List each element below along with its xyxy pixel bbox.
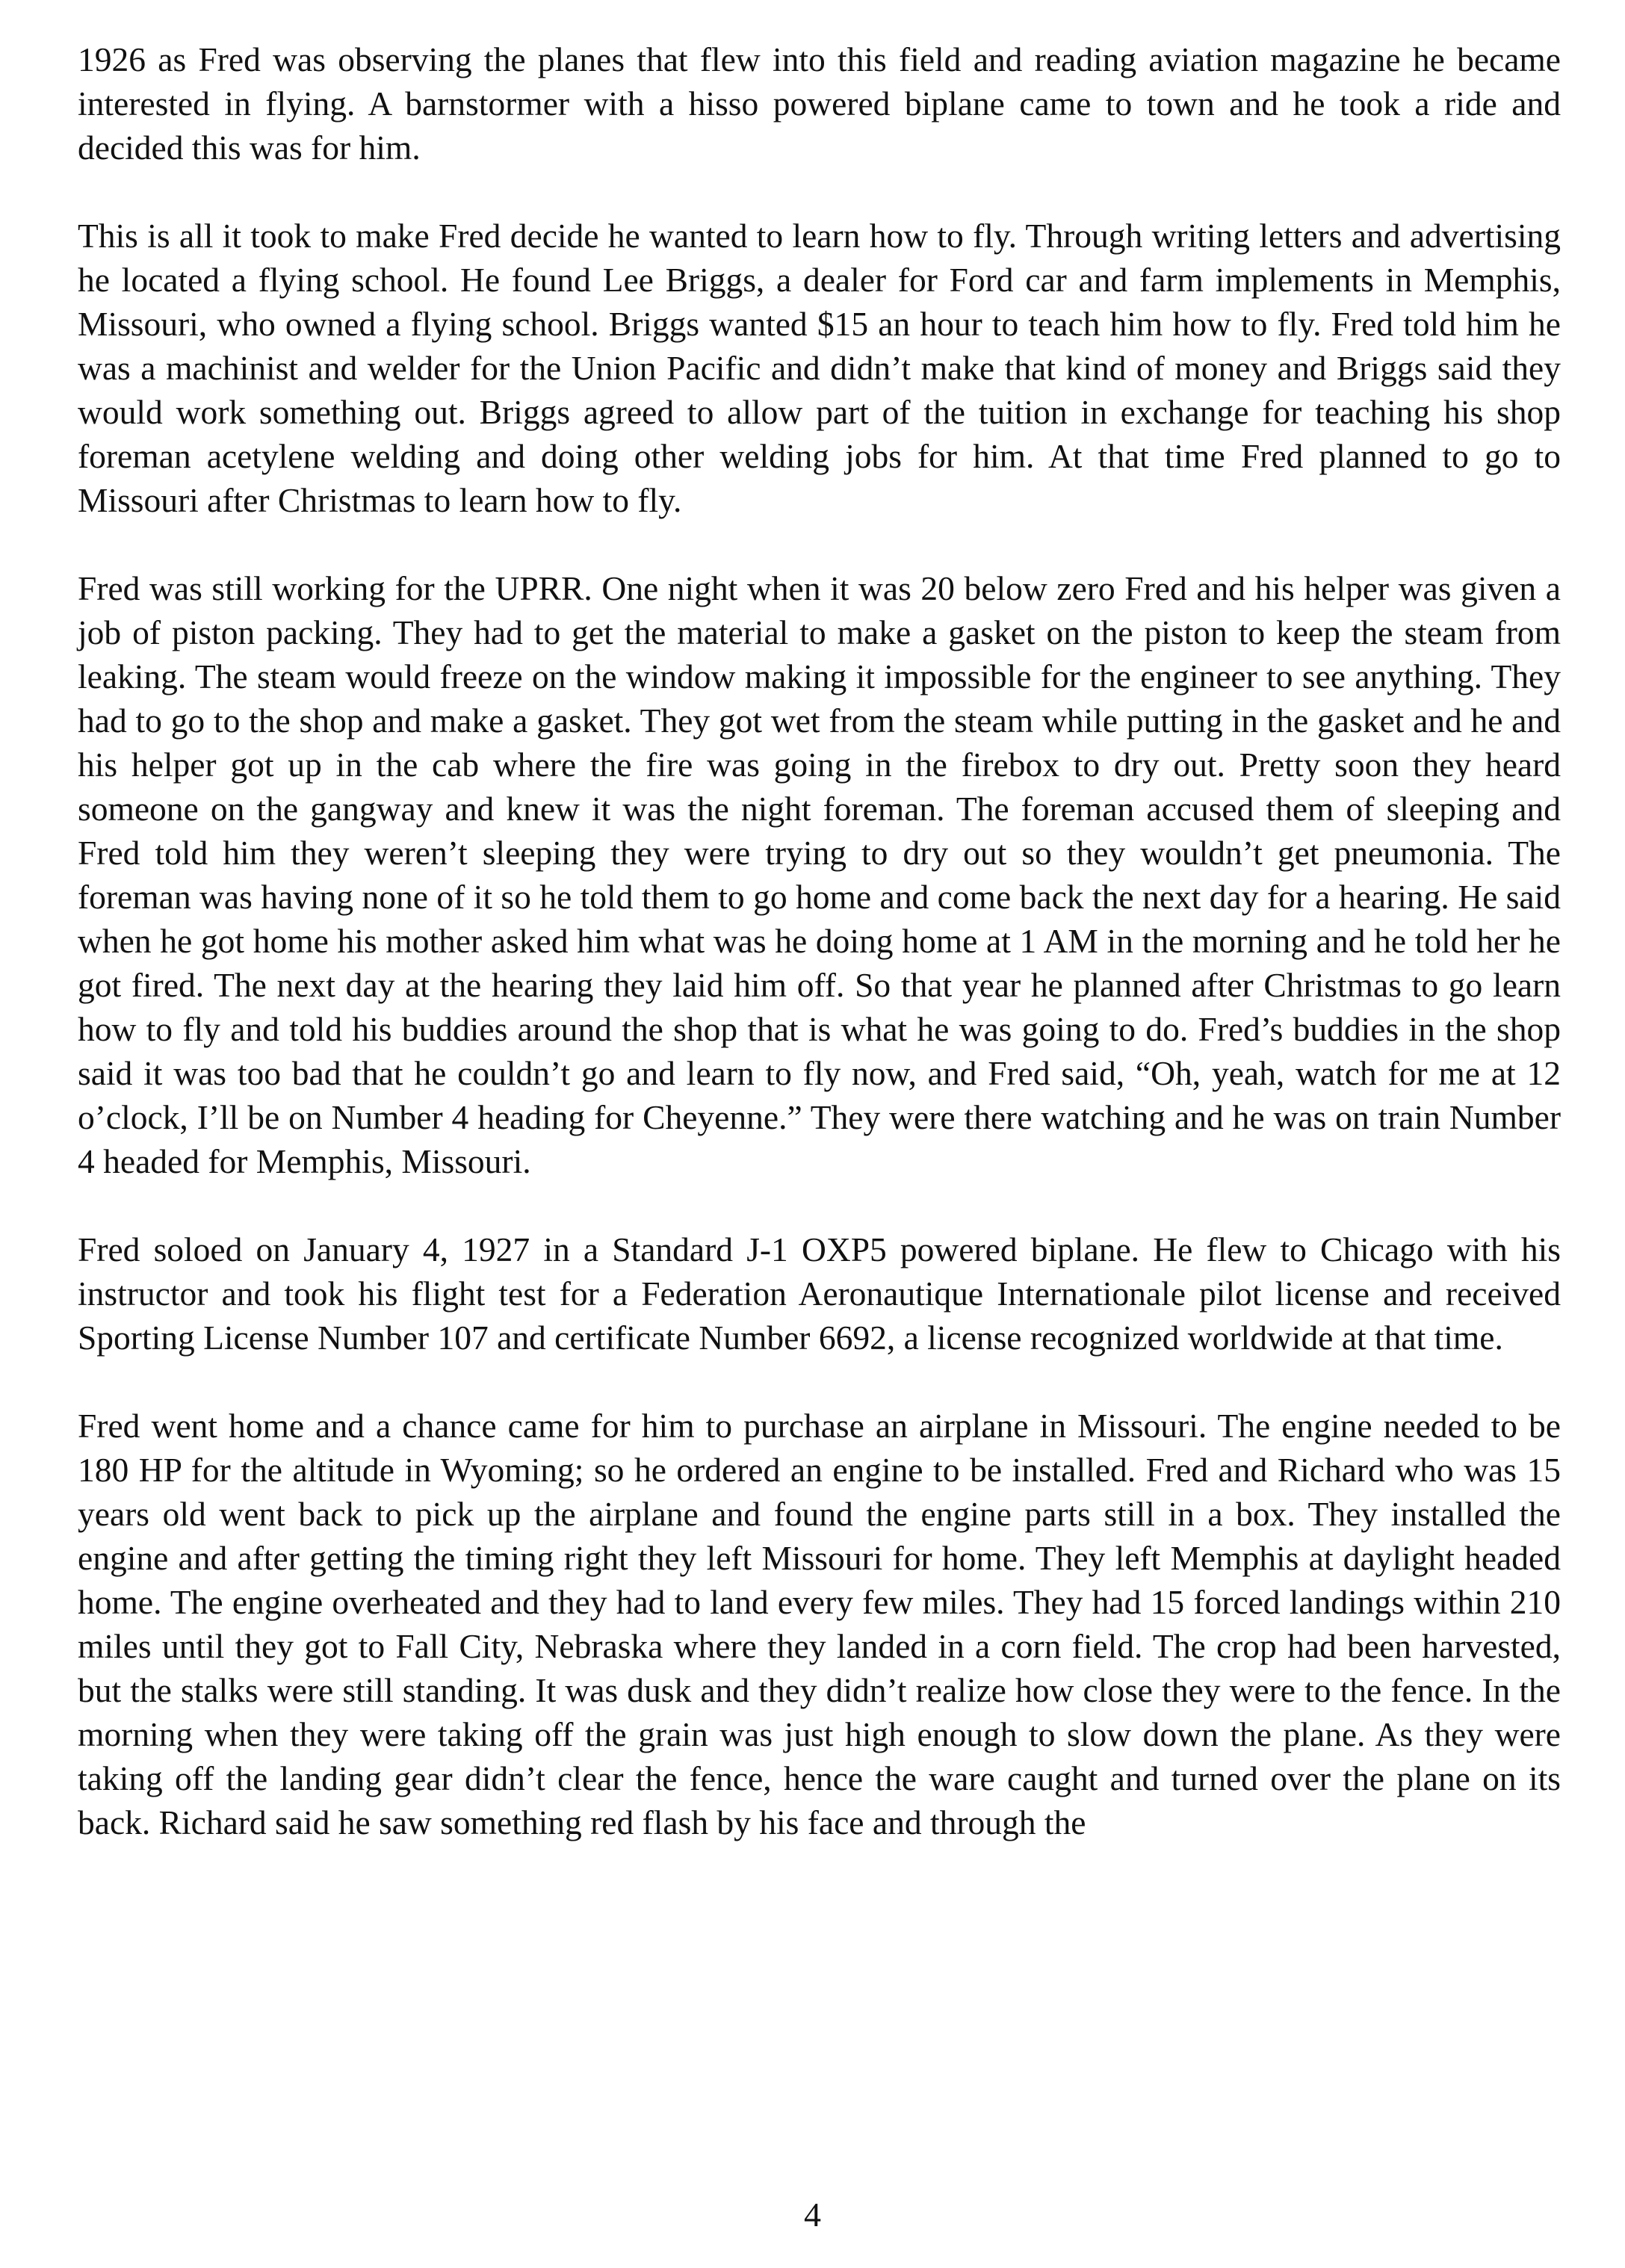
body-text [78,37,1561,1889]
paragraph-barnstormer: 1926 as Fred was observing the planes that flew into this field and reading aviation magazine he became interested in flying. A barnstormer with a hisso powered biplane came to town and he took a ride and decided this was for him. [78,40,1561,167]
paragraph-uprr-layoff: Fred was still working for the UPRR. One night when it was 20 below zero Fred and his helper was given a job of piston packing. They had to get the material to make a gasket on the piston to keep the steam from leaking. The steam would freeze on the window making it impossible for the engineer to see anything. They had to go to the shop and make a gasket. They got wet from the steam while putting in the gasket and he and his helper got up in the cab where the fire was going in the firebox to dry out. Pretty soon they heard someone on the gangway and knew it was the night foreman. The foreman accused them of sleeping and Fred told him they weren’t sleeping they were trying to dry out so they wouldn’t get pneumonia. The foreman was having none of it so he told them to go home and come back the next day for a hearing. He said when he got home his mother asked him what was he doing home at 1 AM in the morning and he told her he got fired. The next day at the hearing they laid him off. So that year he planned after Christmas to go learn how to fly and told his buddies around the shop that is what he was going to do. Fred’s buddies in the shop said it was too bad that he couldn’t go and learn to fly now, and Fred said, “Oh, yeah, watch for me at 12 o’clock, I’ll be on Number 4 heading for Cheyenne.” They were there watching and he was on train Number 4 headed for Memphis, Missouri. [78,569,1561,1180]
paragraph-solo-license: Fred soloed on January 4, 1927 in a Standard J-1 OXP5 powered biplane. He flew to Chicago with his instructor and took his flight test for a Federation Aeronautique Internationale pilot license and received Sporting License Number 107 and certificate Number 6692, a license recognized worldwide at that time. [78,1230,1561,1357]
page-number: 4 [804,2196,821,2234]
paragraph-airplane-purchase: Fred went home and a chance came for him to purchase an airplane in Missouri. The engine needed to be 180 HP for the altitude in Wyoming; so he ordered an engine to be installed. Fred and Richard who was 15 years old went back to pick up the airplane and found the engine parts still in a box. They installed the engine and after getting the timing right they left Missouri for home. They left Memphis at daylight headed home. The engine overheated and they had to land every few miles. They had 15 forced landings within 210 miles until they got to Fall City, Nebraska where they landed in a corn field. The crop had been harvested, but the stalks were still standing. It was dusk and they didn’t realize how close they were to the fence. In the morning when they were taking off the grain was just high enough to slow down the plane. As they were taking off the landing gear didn’t clear the fence, hence the ware caught and turned over the plane on its back. Richard said he saw something red flash by his face and through the [78,1407,1561,1841]
paragraph-flying-school: This is all it took to make Fred decide he wanted to learn how to fly. Through writing letters and advertising he located a flying school. He found Lee Briggs, a dealer for Ford car and farm implements in Memphis, Missouri, who owned a flying school. Briggs wanted $15 an hour to teach him how to fly. Fred told him he was a machinist and welder for the Union Pacific and didn’t make that kind of money and Briggs said they would work something out. Briggs agreed to allow part of the tuition in exchange for teaching his shop foreman acetylene welding and doing other welding jobs for him. At that time Fred planned to go to Missouri after Christmas to learn how to fly. [78,217,1561,519]
